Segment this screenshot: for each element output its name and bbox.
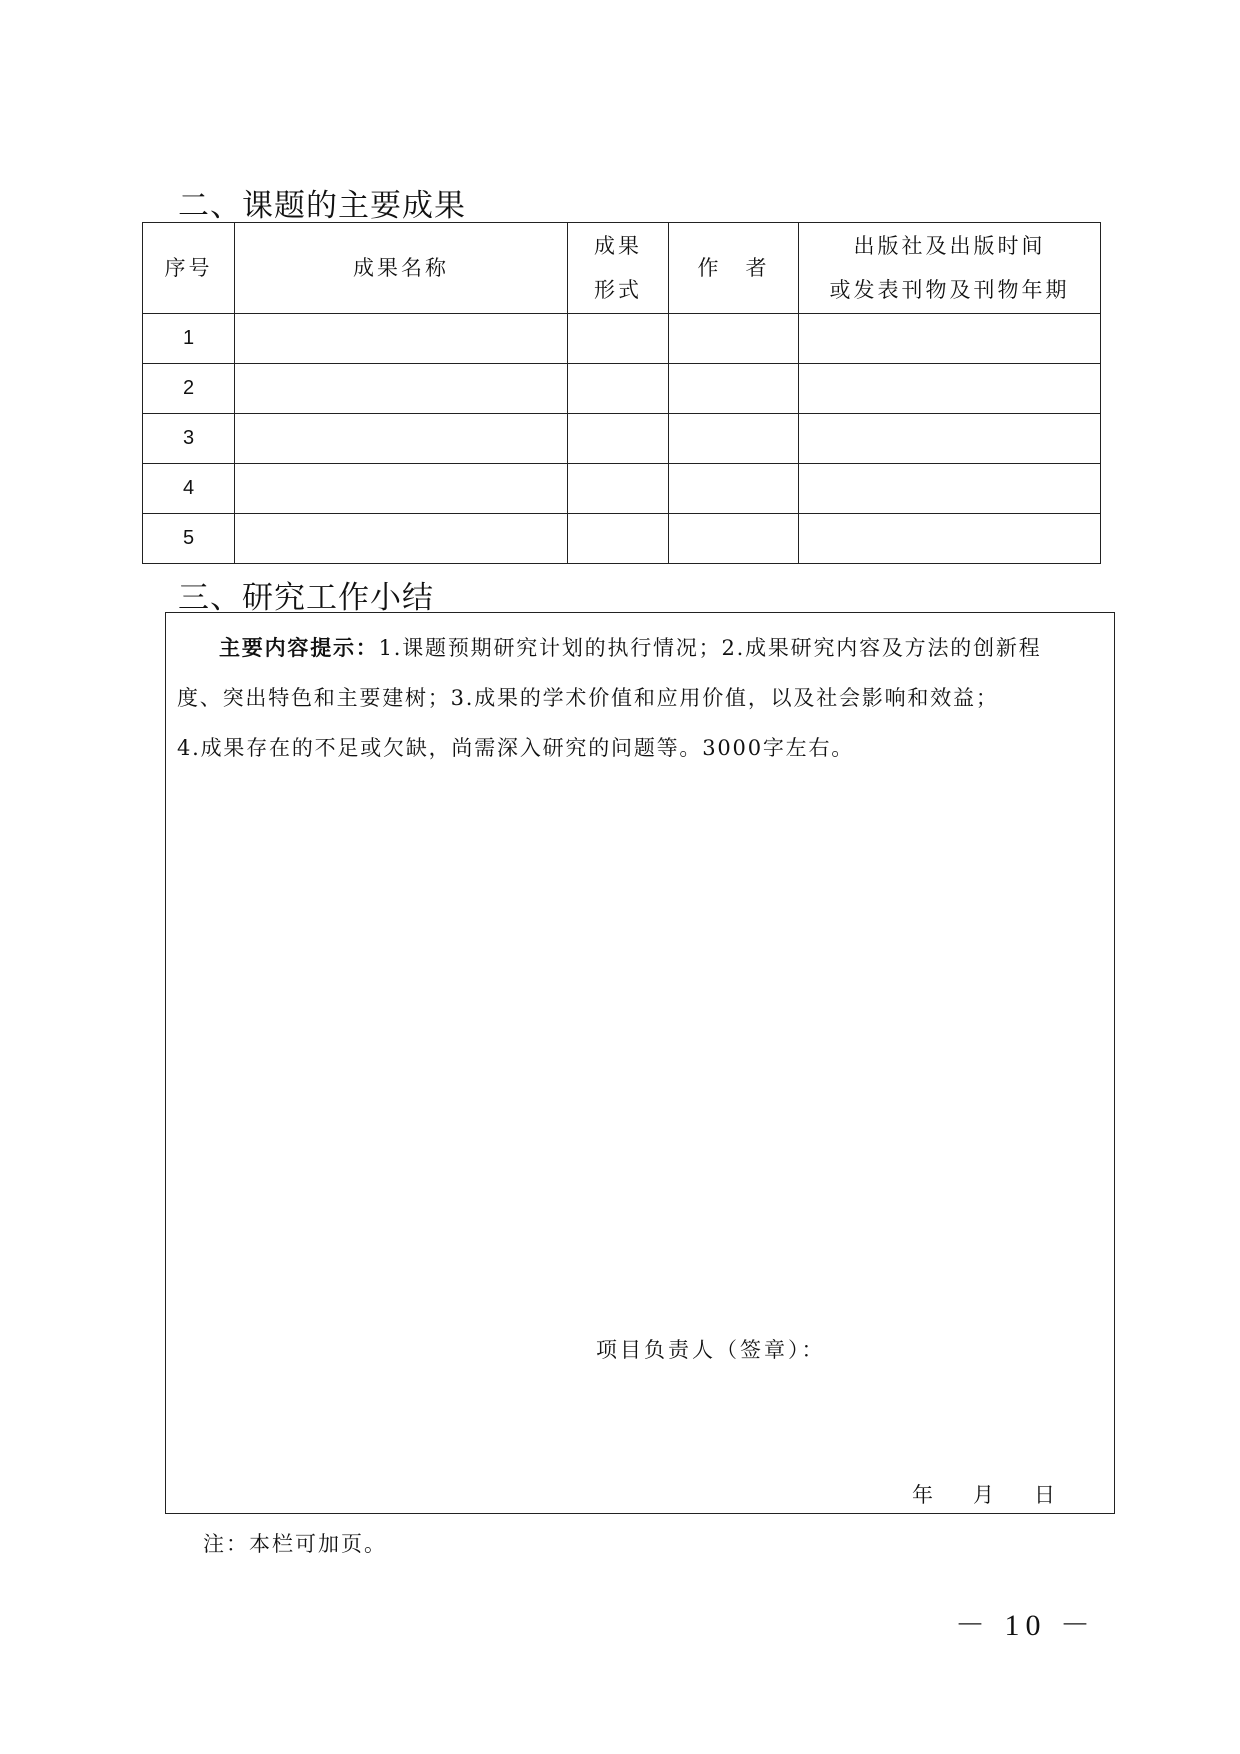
prompt-text-1: 1.课题预期研究计划的执行情况；2.成果研究内容及方法的创新程	[378, 636, 1042, 660]
header-publisher-line2: 或发表刊物及刊物年期	[829, 278, 1070, 302]
table-header-row	[143, 223, 1101, 314]
row-form-cell[interactable]	[568, 464, 669, 514]
row-publisher-cell[interactable]	[799, 364, 1101, 414]
date-day: 日	[1034, 1483, 1055, 1507]
page-note: 注：本栏可加页。	[203, 1532, 387, 1556]
date-month: 月	[973, 1483, 994, 1507]
section-title-results: 二、课题的主要成果	[178, 188, 466, 224]
row-publisher-cell[interactable]	[799, 414, 1101, 464]
header-form-line1: 成果	[594, 234, 642, 258]
row-author-cell[interactable]	[669, 514, 799, 564]
page-number: － 10 －	[955, 1609, 1096, 1642]
row-author-cell[interactable]	[669, 364, 799, 414]
row-name-cell[interactable]	[235, 464, 568, 514]
row-publisher-cell[interactable]	[799, 464, 1101, 514]
header-index: 序号	[143, 223, 235, 314]
row-index: 4	[143, 464, 235, 514]
date-year: 年	[912, 1483, 933, 1507]
header-name: 成果名称	[235, 223, 568, 314]
table-row	[143, 414, 1101, 464]
row-publisher-cell[interactable]	[799, 514, 1101, 564]
row-form-cell[interactable]	[568, 364, 669, 414]
table-row	[143, 514, 1101, 564]
table-row	[143, 314, 1101, 364]
row-form-cell[interactable]	[568, 514, 669, 564]
row-index: 5	[143, 514, 235, 564]
content-prompt	[177, 623, 1105, 773]
row-author-cell[interactable]	[669, 414, 799, 464]
row-index: 3	[143, 414, 235, 464]
header-author: 作 者	[669, 223, 799, 314]
row-form-cell[interactable]	[568, 414, 669, 464]
summary-box[interactable]	[165, 612, 1115, 1514]
table-row	[143, 464, 1101, 514]
row-name-cell[interactable]	[235, 414, 568, 464]
prompt-label: 主要内容提示：	[219, 635, 379, 660]
row-index: 2	[143, 364, 235, 414]
section-title-summary: 三、研究工作小结	[178, 580, 434, 616]
signer-label: 项目负责人（签章）：	[596, 1338, 826, 1362]
header-form-line2: 形式	[594, 278, 642, 302]
date-line	[912, 1479, 1055, 1509]
row-name-cell[interactable]	[235, 514, 568, 564]
header-publisher	[799, 223, 1101, 314]
header-publisher-line1: 出版社及出版时间	[853, 234, 1046, 258]
row-publisher-cell[interactable]	[799, 314, 1101, 364]
row-form-cell[interactable]	[568, 314, 669, 364]
row-name-cell[interactable]	[235, 364, 568, 414]
prompt-line-1	[177, 623, 1105, 673]
prompt-line-2: 度、突出特色和主要建树；3.成果的学术价值和应用价值，以及社会影响和效益；	[177, 686, 999, 710]
prompt-line-3: 4.成果存在的不足或欠缺，尚需深入研究的问题等。3000字左右。	[177, 736, 855, 760]
header-form	[568, 223, 669, 314]
row-author-cell[interactable]	[669, 314, 799, 364]
row-index: 1	[143, 314, 235, 364]
row-name-cell[interactable]	[235, 314, 568, 364]
row-author-cell[interactable]	[669, 464, 799, 514]
results-table	[142, 222, 1101, 564]
table-row	[143, 364, 1101, 414]
